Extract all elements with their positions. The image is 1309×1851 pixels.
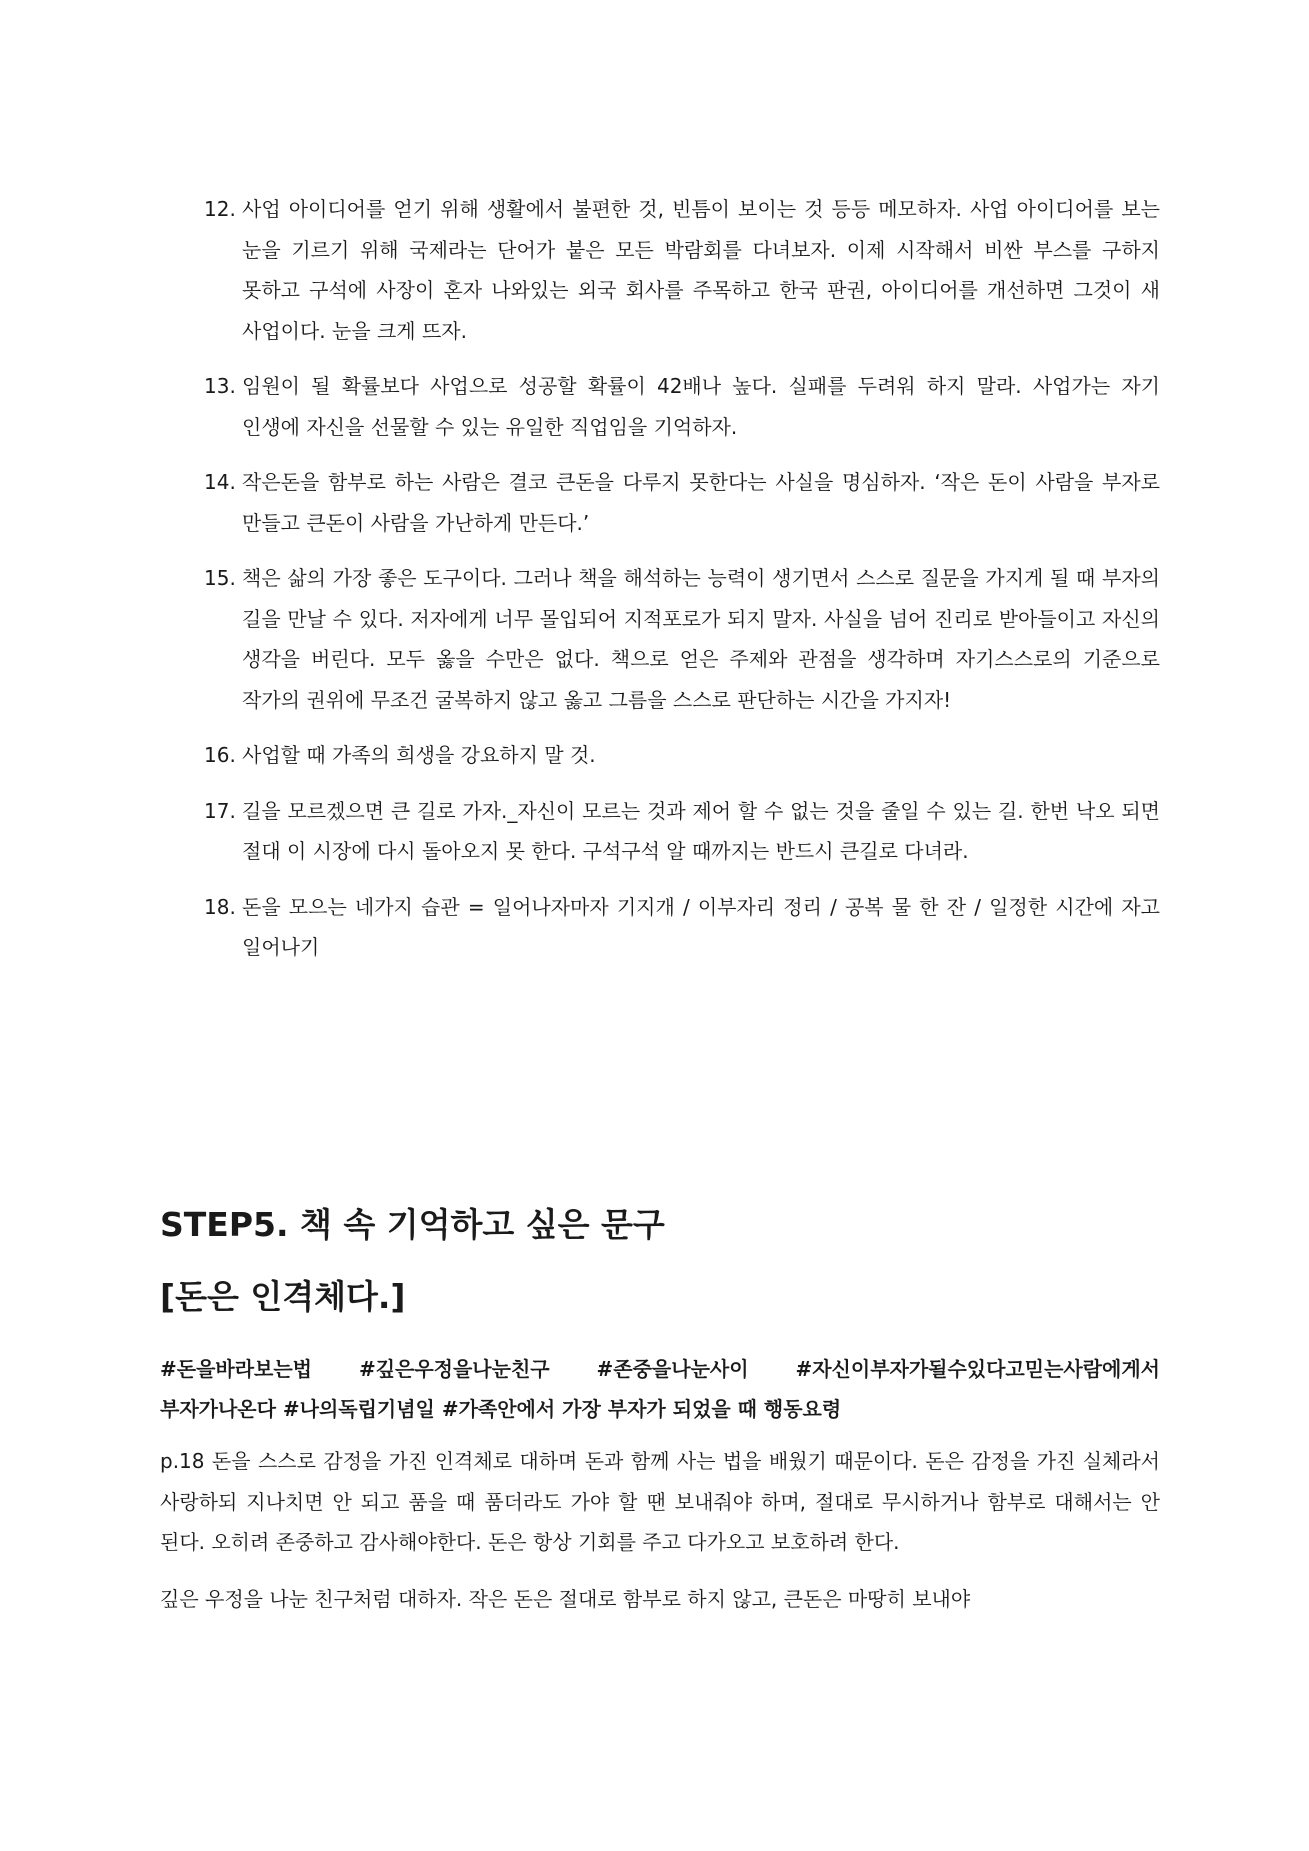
list-item-text: 임원이 될 확률보다 사업으로 성공할 확률이 42배나 높다. 실패를 두려워 하지 말라. 사업가는 자기 인생에 자신을 선물할 수 있는 유일한 직업임을 기억하자.: [242, 374, 1160, 439]
list-item: [204, 791, 1160, 872]
numbered-list: [204, 189, 1160, 983]
list-item: [204, 189, 1160, 351]
list-item: [204, 558, 1160, 720]
list-item: [204, 462, 1160, 543]
list-item-number: 12.: [204, 197, 236, 221]
hashtag-line: #돈을바라보는법 #깊은우정을나눈친구 #존중을나눈사이 #자신이부자가될수있다고믿는사람에게서 부자가나온다 #나의독립기념일 #가족안에서 가장 부자가 되었을 때 행동요령: [160, 1357, 1160, 1421]
body-paragraph: 깊은 우정을 나눈 친구처럼 대하자. 작은 돈은 절대로 함부로 하지 않고, 큰돈은 마땅히 보내야: [160, 1586, 971, 1611]
list-item: [204, 366, 1160, 447]
list-item-number: 15.: [204, 566, 236, 590]
list-item-number: 17.: [204, 798, 236, 823]
section-heading: STEP5. 책 속 기억하고 싶은 문구: [160, 1205, 665, 1244]
step5-section: [160, 1201, 1160, 1619]
list-item: [204, 735, 1160, 776]
list-item-number: 18.: [204, 894, 236, 919]
list-item-text: 책은 삶의 가장 좋은 도구이다. 그러나 책을 해석하는 능력이 생기면서 스스로 질문을 가지게 될 때 부자의 길을 만날 수 있다. 저자에게 너무 몰입되어 지적포로가 되지 말자. 사실을 넘어 진리로 받아들이고 자신의 생각을 버린다. 모두 옳을 수만은 없다. 책으로 얻은 주제와 관점을 생각하며 자기스스로의 기준으로 작가의 권위에 무조건 굴복하지 않고 옳고 그름을 스스로 판단하는 시간을 가지자!: [242, 566, 1160, 712]
list-item-text: 사업할 때 가족의 희생을 강요하지 말 것.: [242, 743, 596, 767]
list-item-text: 길을 모르겠으면 큰 길로 가자._자신이 모르는 것과 제어 할 수 없는 것을 줄일 수 있는 길. 한번 낙오 되면 절대 이 시장에 다시 돌아오지 못 한다. 구석구석 알 때까지는 반드시 큰길로 다녀라.: [242, 798, 1160, 863]
section-subheading: [돈은 인격체다.]: [160, 1277, 406, 1316]
list-item-number: 16.: [204, 743, 236, 767]
list-item: [204, 887, 1160, 968]
list-item-text: 돈을 모으는 네가지 습관 = 일어나자마자 기지개 / 이부자리 정리 / 공복 물 한 잔 / 일정한 시간에 자고 일어나기: [242, 894, 1160, 959]
list-item-number: 14.: [204, 470, 236, 494]
list-item-text: 사업 아이디어를 얻기 위해 생활에서 불편한 것, 빈틈이 보이는 것 등등 메모하자. 사업 아이디어를 보는 눈을 기르기 위해 국제라는 단어가 붙은 모든 박람회를 다녀보자. 이제 시작해서 비싼 부스를 구하지 못하고 구석에 사장이 혼자 나와있는 외국 회사를 주목하고 한국 판권, 아이디어를 개선하면 그것이 새 사업이다. 눈을 크게 뜨자.: [242, 197, 1160, 343]
list-item-text: 작은돈을 함부로 하는 사람은 결코 큰돈을 다루지 못한다는 사실을 명심하자. ‘작은 돈이 사람을 부자로 만들고 큰돈이 사람을 가난하게 만든다.’: [242, 470, 1160, 535]
list-item-number: 13.: [204, 374, 236, 398]
body-paragraph: p.18 돈을 스스로 감정을 가진 인격체로 대하며 돈과 함께 사는 법을 배웠기 때문이다. 돈은 감정을 가진 실체라서 사랑하되 지나치면 안 되고 품을 때 품더라도 가야 할 땐 보내줘야 하며, 절대로 무시하거나 함부로 대해서는 안 된다. 오히려 존중하고 감사해야한다. 돈은 항상 기회를 주고 다가오고 보호하려 한다.: [160, 1449, 1160, 1554]
